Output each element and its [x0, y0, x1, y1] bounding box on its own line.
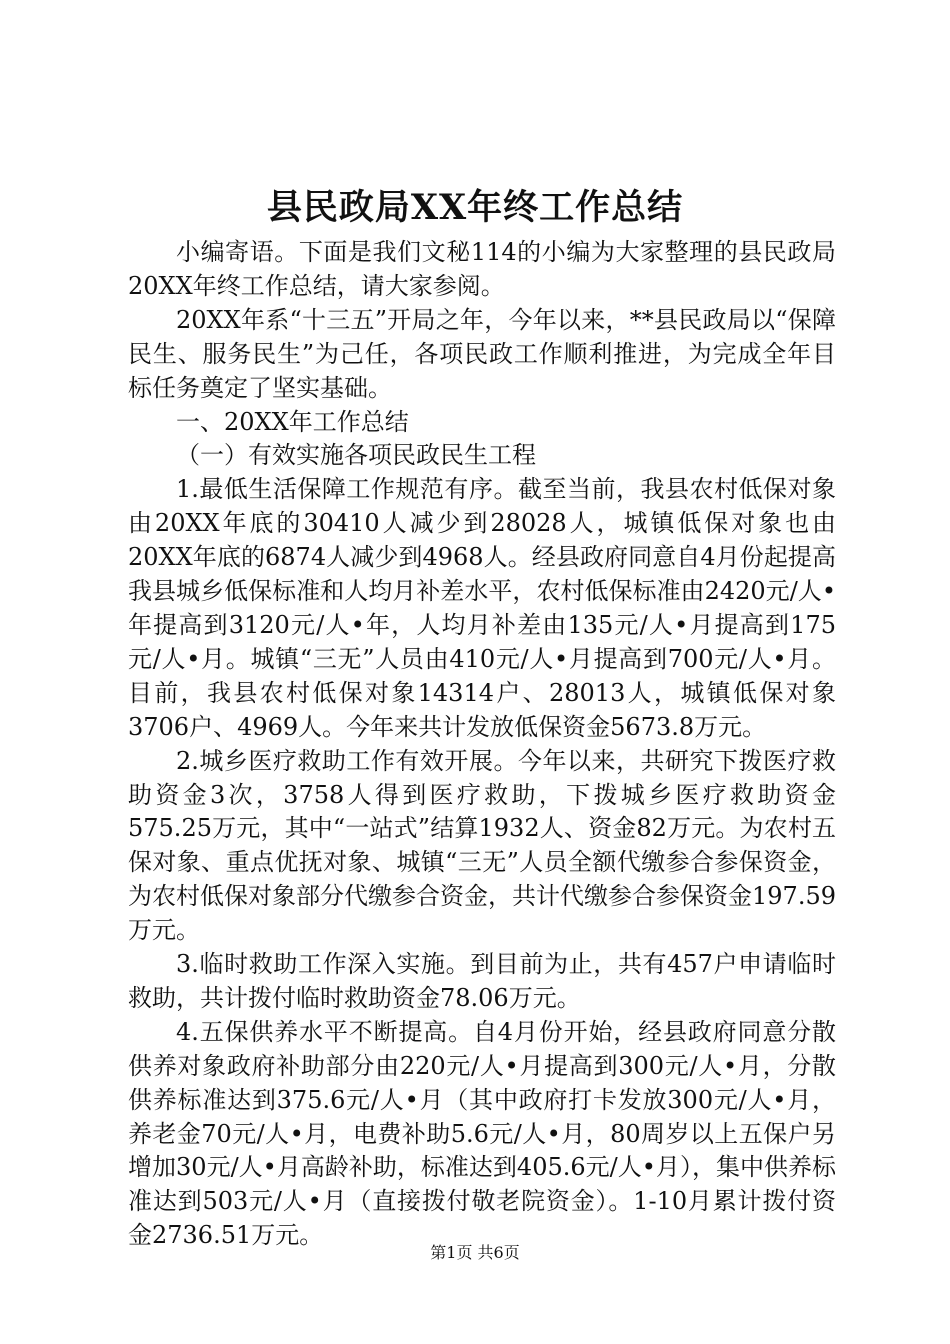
paragraph-item-2: 2.城乡医疗救助工作有效开展。今年以来，共研究下拨医疗救助资金3次，3758人得到医疗救助，下拨城乡医疗救助资金575.25万元，其中“一站式”结算1932人、资金82万元。为农村五保对象、重点优抚对象、城镇“三无”人员全额代缴参合参保资金，为农村低保对象部分代缴参合资金，共计代缴参合参保资金197.59万元。 [128, 746, 836, 945]
section-heading: 一、20XX年工作总结 [176, 407, 409, 436]
paragraph-overview: 20XX年系“十三五”开局之年，今年以来，**县民政局以“保障民生、服务民生”为己任，各项民政工作顺利推进，为完成全年目标任务奠定了坚实基础。 [128, 305, 836, 402]
page-footer: 第1页 共6页 [430, 1243, 520, 1262]
paragraph-item-4: 4.五保供养水平不断提高。自4月份开始，经县政府同意分散供养对象政府补助部分由220元/人•月提高到300元/人•月，分散供养标准达到375.6元/人•月（其中政府打卡发放300元/人•月，养老金70元/人•月，电费补助5.6元/人•月，80周岁以上五保户另增加30元/人•月高龄补助，标准达到405.6元/人•月），集中供养标准达到503元/人•月（直接拨付敬老院资金）。1-10月累计拨付资金2736.51万元。 [128, 1017, 836, 1250]
paragraph-item-3: 3.临时救助工作深入实施。到目前为止，共有457户申请临时救助，共计拨付临时救助资金78.06万元。 [128, 950, 836, 1012]
document-body [128, 236, 836, 1253]
paragraph-intro: 小编寄语。下面是我们文秘114的小编为大家整理的县民政局20XX年终工作总结，请大家参阅。 [128, 238, 836, 300]
paragraph-item-1: 1.最低生活保障工作规范有序。截至当前，我县农村低保对象由20XX年底的30410人减少到28028人，城镇低保对象也由20XX年底的6874人减少到4968人。经县政府同意自4月份起提高我县城乡低保标准和人均月补差水平，农村低保标准由2420元/人•年提高到3120元/人•年，人均月补差由135元/人•月提高到175元/人•月。城镇“三无”人员由410元/人•月提高到700元/人•月。目前，我县农村低保对象14314户、28013人，城镇低保对象3706户、4969人。今年来共计发放低保资金5673.8万元。 [128, 475, 836, 741]
document-title: 县民政局XX年终工作总结 [266, 187, 684, 228]
subsection-heading: （一）有效实施各项民政民生工程 [176, 441, 536, 470]
